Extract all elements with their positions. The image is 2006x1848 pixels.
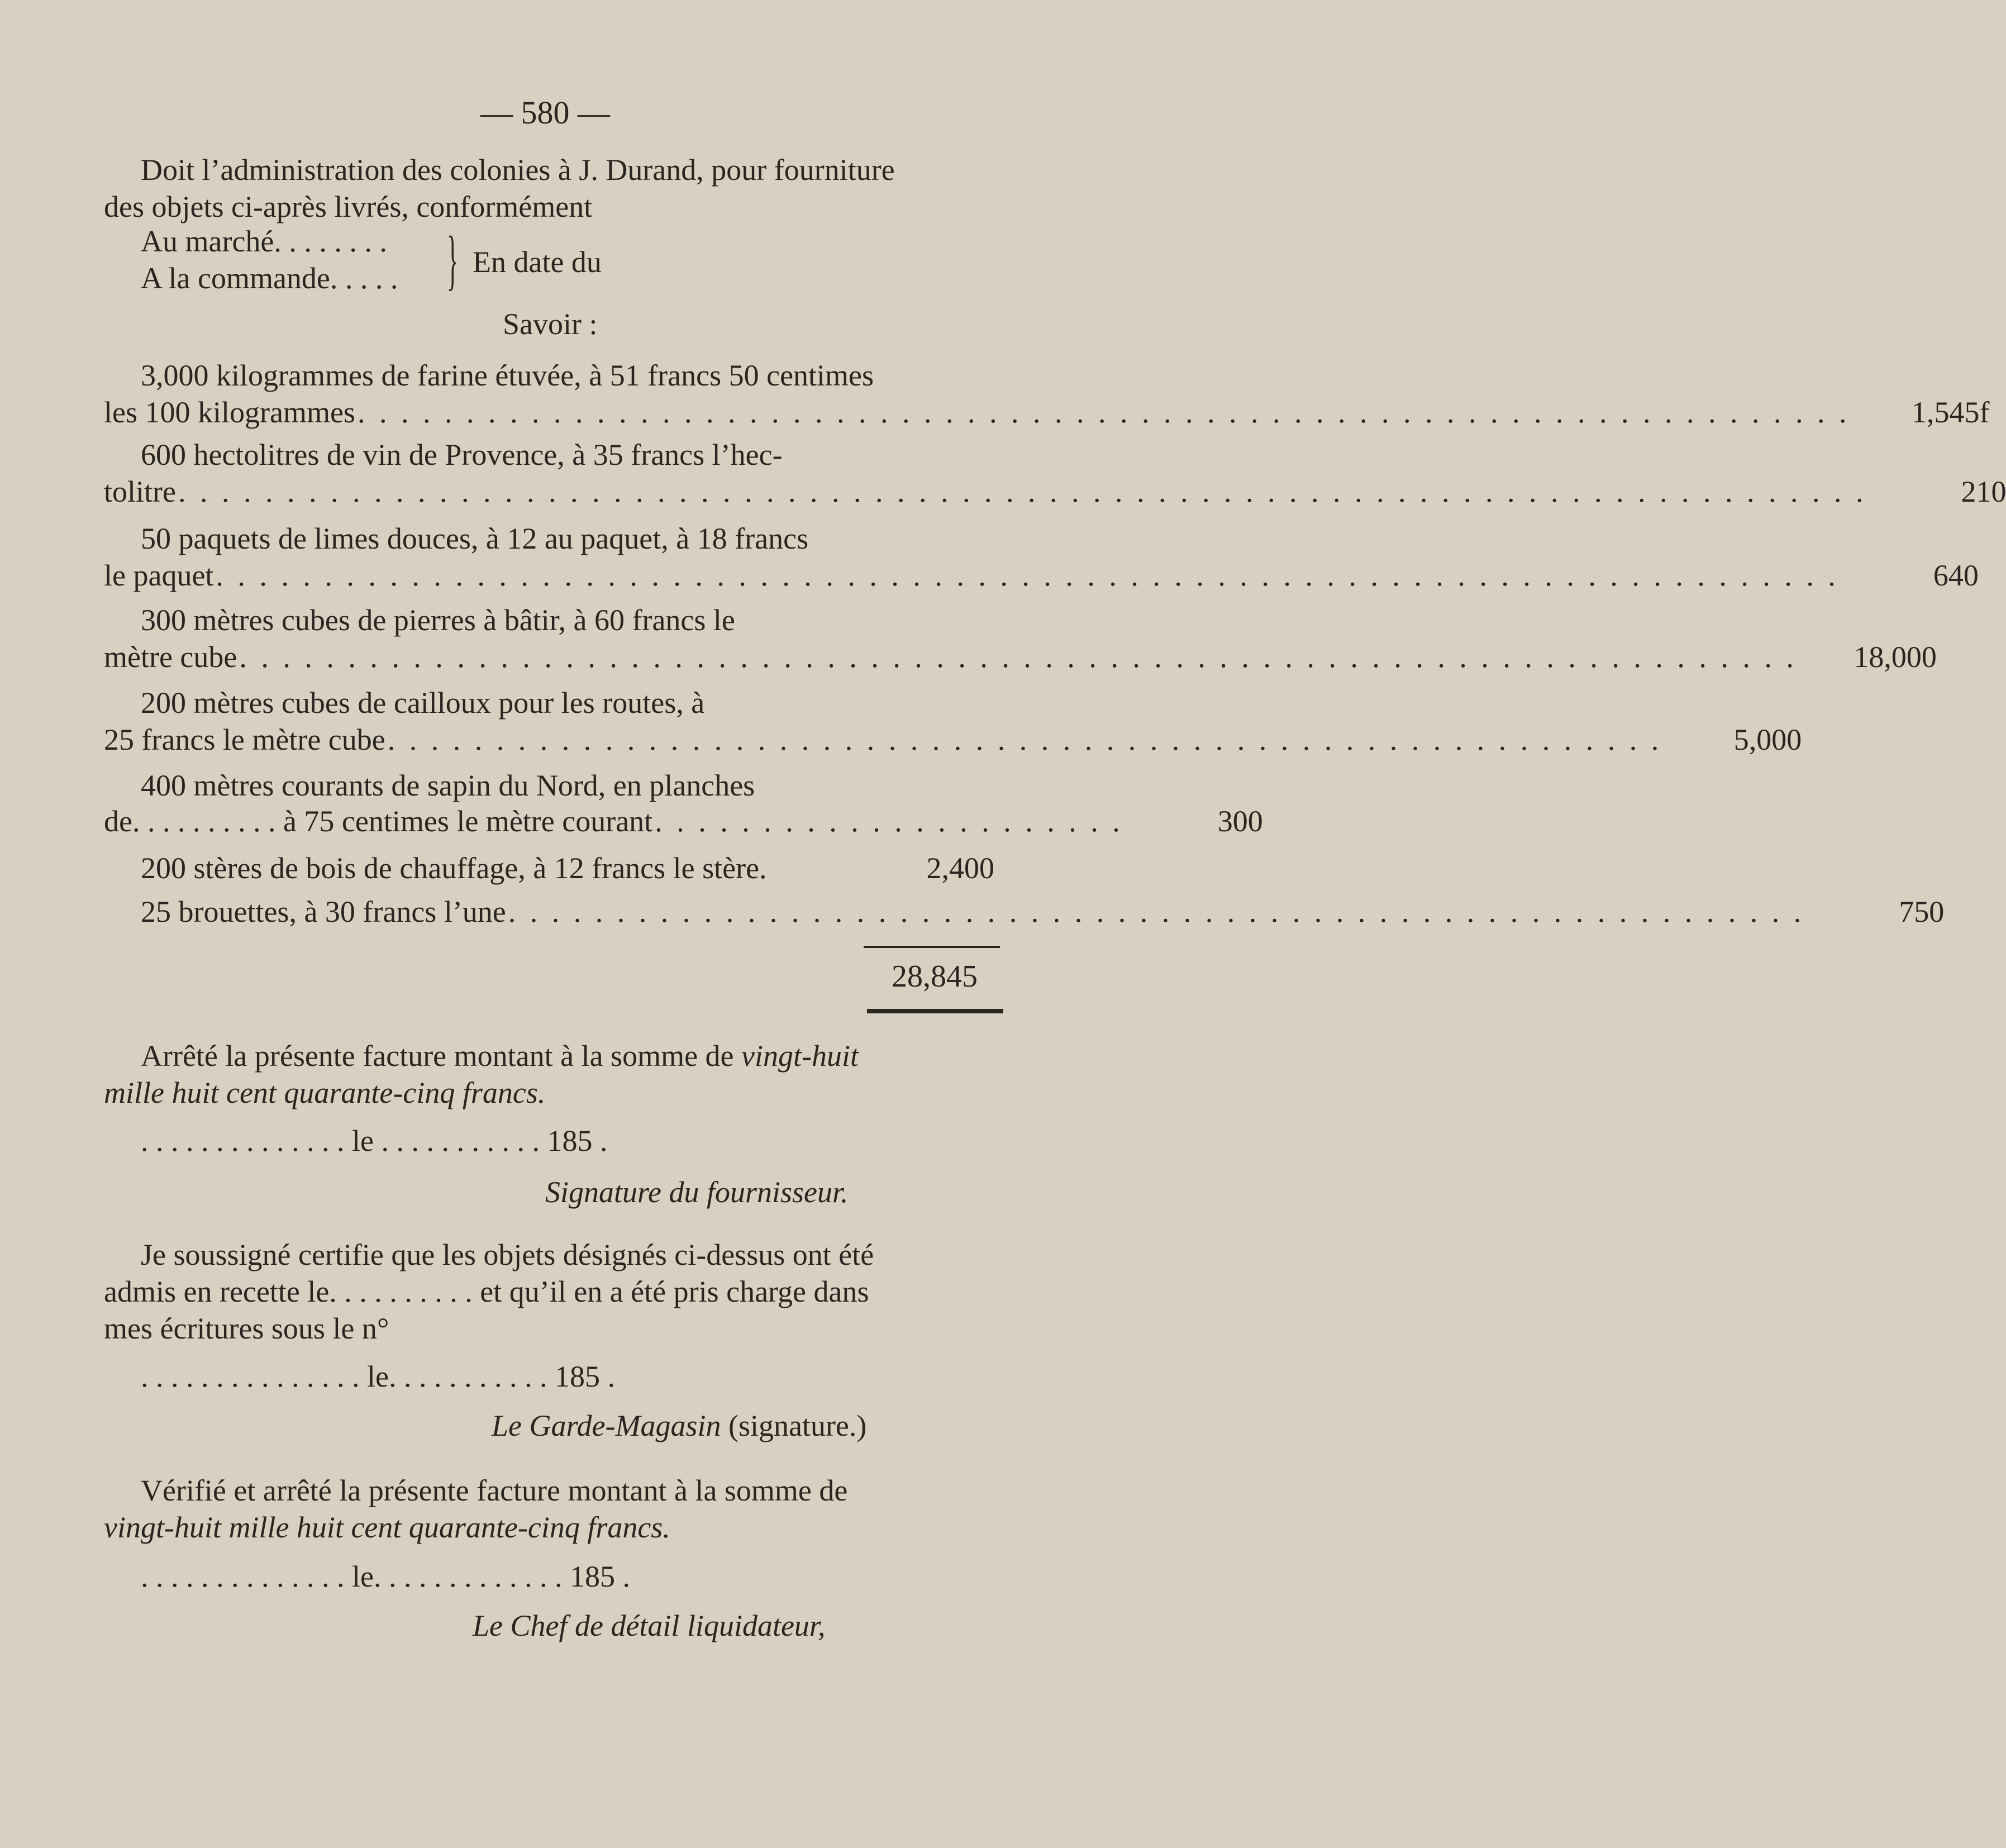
dot-leader: . . . . . . . . . . . . . . . . . . . . . . . . . . . . . . . . . . . . . . . . . . . . . . . . . . . . . . . . . . . (387, 723, 1662, 756)
verification-line-1: Vérifié et arrêté la présente facture montant à la somme de (141, 1474, 848, 1507)
item-row (104, 474, 2006, 509)
item-amount: 210 (1961, 475, 2006, 508)
dot-leader: . . . . . . . . . . . . . . . . . . . . . . . . . . . . . . . . . . . . . . . . . . . . . . . . . . . . . . . . . . . . . . . . . . . . . . . . . . . . . . (178, 475, 1867, 508)
certification-line-1: Je soussigné certifie que les objets désignés ci-dessus ont été (141, 1238, 874, 1271)
item-amount: 2,400 (926, 851, 994, 885)
item-line-2: 25 francs le mètre cube (104, 723, 385, 756)
page-number: — 580 — (480, 94, 610, 131)
total-rule-top (864, 946, 1000, 948)
item-amount: 640 (1933, 559, 1979, 592)
item-line-1: 300 mètres cubes de pierres à bâtir, à 60 francs le (141, 603, 735, 637)
dot-leader: . . . . . . . . . . . . . . . . . . . . . . . . . . . . . . . . . . . . . . . . . . . . . . . . . . . . . . . . . . . . . . . . . . . . . . . . . . . (216, 559, 1839, 592)
verification-date-line: . . . . . . . . . . . . . . le. . . . . . . . . . . . . 185 . (141, 1560, 630, 1593)
total-rule-bottom (867, 1009, 1003, 1013)
header-line-2: des objets ci-après livrés, conformément (104, 190, 593, 223)
item-line-2: 200 stères de bois de chauffage, à 12 francs le stère. (141, 851, 767, 885)
chef-de-detail-signature: Le Chef de détail liquidateur, (473, 1609, 826, 1642)
certification-line-3: mes écritures sous le n° (104, 1312, 389, 1345)
item-amount: 1,545f (1911, 396, 1990, 429)
item-amount: 5,000 (1733, 723, 1802, 756)
item-row (141, 850, 994, 886)
en-date-du-label: En date du (473, 245, 602, 279)
arrete-amount-words-start: vingt-huit (741, 1039, 859, 1073)
verification-amount-words: vingt-huit mille huit cent quarante-cinq francs. (104, 1511, 670, 1544)
certification-line-2: admis en recette le. . . . . . . . . . et qu’il en a été pris charge dans (104, 1275, 869, 1308)
signature-note: (signature.) (728, 1409, 867, 1442)
savoir-label: Savoir : (503, 307, 598, 341)
dot-leader: . . . . . . . . . . . . . . . . . . . . . . . . . . . . . . . . . . . . . . . . . . . . . . . . . . . . . . . . . . . . (508, 895, 1805, 928)
supplier-signature-label: Signature du fournisseur. (545, 1175, 849, 1209)
item-line-1: 200 mètres cubes de cailloux pour les routes, à (141, 686, 705, 720)
dot-leader: . . . . . . . . . . . . . . . . . . . . . . . . . . . . . . . . . . . . . . . . . . . . . . . . . . . . . . . . . . . . . . . . . . . . . . . . (239, 640, 1797, 674)
arrete-date-line: . . . . . . . . . . . . . . le . . . . . . . . . . . 185 . (141, 1124, 608, 1158)
item-line-2: mètre cube (104, 640, 237, 674)
item-line-2: 25 brouettes, à 30 francs l’une (141, 895, 506, 928)
dot-leader: . . . . . . . . . . . . . . . . . . . . . . (655, 804, 1123, 838)
item-amount: 300 (1217, 804, 1263, 838)
arrete-text: Arrêté la présente facture montant à la somme de (141, 1039, 734, 1073)
certification-date-line: . . . . . . . . . . . . . . . le. . . . . . . . . . . 185 . (141, 1360, 615, 1393)
total-amount: 28,845 (892, 959, 978, 994)
item-line-2: tolitre (104, 475, 176, 508)
arrete-line-1 (141, 1038, 859, 1074)
item-row (141, 894, 1945, 930)
garde-magasin-signature (492, 1408, 866, 1444)
garde-magasin-title: Le Garde-Magasin (492, 1409, 721, 1442)
item-row (104, 394, 1990, 430)
header-line-1: Doit l’administration des colonies à J. Durand, pour fourniture (141, 153, 895, 187)
item-line-2: les 100 kilogrammes (104, 396, 355, 429)
item-row (104, 803, 1263, 839)
item-line-1: 3,000 kilogrammes de farine étuvée, à 51 francs 50 centimes (141, 359, 874, 392)
item-line-1: 600 hectolitres de vin de Provence, à 35 francs l’hec- (141, 438, 783, 471)
item-amount: 750 (1899, 895, 1945, 928)
brace-symbol: } (447, 222, 459, 297)
item-amount: 18,000 (1853, 640, 1937, 674)
au-marche-label: Au marché. . . . . . . . (141, 225, 387, 258)
item-line-1: 50 paquets de limes douces, à 12 au paquet, à 18 francs (141, 522, 809, 555)
item-line-2: le paquet (104, 559, 214, 592)
arrete-amount-words-end: mille huit cent quarante-cinq francs. (104, 1076, 546, 1109)
item-row (104, 558, 1979, 593)
item-row (104, 639, 1937, 675)
a-la-commande-label: A la commande. . . . . (141, 261, 398, 295)
item-row (104, 722, 1802, 758)
item-line-2: de. . . . . . . . . . à 75 centimes le mètre courant (104, 804, 653, 838)
dot-leader: . . . . . . . . . . . . . . . . . . . . . . . . . . . . . . . . . . . . . . . . . . . . . . . . . . . . . . . . . . . . . . . . . . . . . (357, 396, 1850, 429)
item-line-1: 400 mètres courants de sapin du Nord, en planches (141, 769, 755, 802)
